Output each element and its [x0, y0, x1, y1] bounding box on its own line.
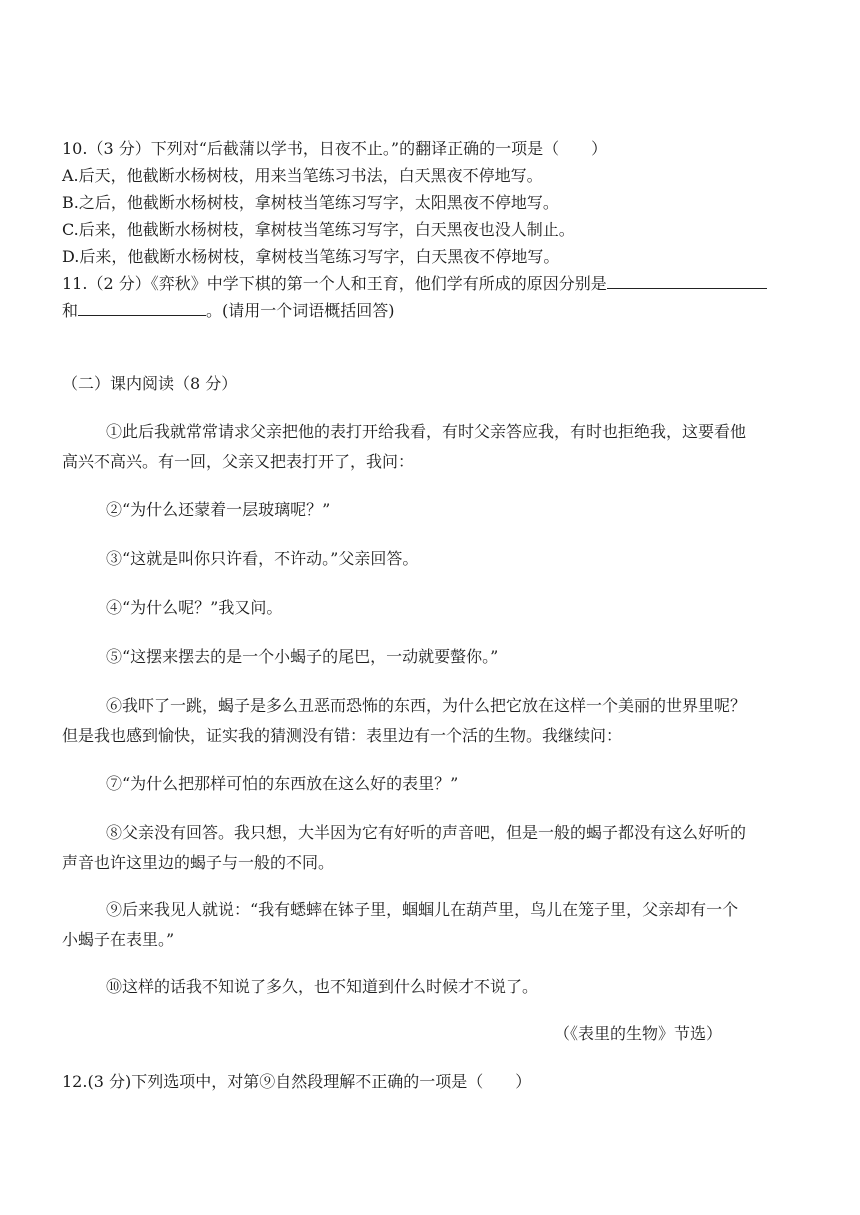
question-11-prefix: 和: [62, 301, 79, 320]
passage-p1-line1: ①此后我就常常请求父亲把他的表打开给我看，有时父亲答应我，有时也拒绝我，这要看他: [106, 422, 747, 441]
passage-p4: ④“为什么呢？”我又问。: [106, 598, 283, 617]
passage-p8-line1: ⑧父亲没有回答。我只想，大半因为它有好听的声音吧，但是一般的蝎子都没有这么好听的: [106, 823, 747, 842]
passage-p8-line2: 声音也许这里边的蝎子与一般的不同。: [62, 853, 335, 872]
question-10-option-b: B.之后，他截断水杨树枝，拿树枝当笔练习写字，太阳黑夜不停地写。: [62, 193, 559, 212]
passage-p1-line2: 高兴不高兴。有一回，父亲又把表打开了，我问：: [62, 452, 415, 471]
question-11-suffix: 。(请用一个词语概括回答): [206, 301, 395, 320]
question-11-line2: [62, 299, 395, 322]
section-title: （二）课内阅读（8 分）: [62, 374, 238, 393]
passage-p2: ②“为什么还蒙着一层玻璃呢？”: [106, 500, 331, 519]
question-10-stem: 10.（3 分）下列对“后截蒲以学书，日夜不止。”的翻译正确的一项是（ ）: [62, 139, 608, 158]
passage-p3: ③“这就是叫你只许看，不许动。”父亲回答。: [106, 549, 419, 568]
passage-p5: ⑤“这摆来摆去的是一个小蝎子的尾巴，一动就要螫你。”: [106, 647, 499, 666]
question-11-line1: [62, 272, 767, 295]
answer-blank-2[interactable]: [78, 299, 206, 316]
passage-p10: ⑩这样的话我不知说了多久，也不知道到什么时候才不说了。: [106, 977, 539, 996]
question-10-option-d: D.后来，他截断水杨树枝，拿树枝当笔练习写字，白天黑夜不停地写。: [62, 247, 560, 266]
answer-blank-1[interactable]: [607, 272, 767, 289]
question-11-text: 11.（2 分）《弈秋》中学下棋的第一个人和王育，他们学有所成的原因分别是: [62, 274, 607, 293]
passage-p9-line2: 小蝎子在表里。”: [62, 930, 175, 949]
question-10-option-c: C.后来，他截断水杨树枝，拿树枝当笔练习写字，白天黑夜也没人制止。: [62, 220, 575, 239]
question-12-stem: 12.(3 分)下列选项中，对第⑨自然段理解不正确的一项是（ ）: [62, 1072, 532, 1091]
passage-p7: ⑦“为什么把那样可怕的东西放在这么好的表里？”: [106, 774, 459, 793]
passage-p6-line2: 但是我也感到愉快，证实我的猜测没有错：表里边有一个活的生物。我继续问：: [62, 726, 623, 745]
passage-p6-line1: ⑥我吓了一跳，蝎子是多么丑恶而恐怖的东西，为什么把它放在这样一个美丽的世界里呢？: [106, 696, 747, 715]
passage-p9-line1: ⑨后来我见人就说：“我有蟋蟀在钵子里，蝈蝈儿在葫芦里，鸟儿在笼子里，父亲却有一个: [106, 900, 739, 919]
passage-source: （《表里的生物》节选）: [553, 1024, 722, 1043]
question-10-option-a: A.后天，他截断水杨树枝，用来当笔练习书法，白天黑夜不停地写。: [62, 166, 543, 185]
